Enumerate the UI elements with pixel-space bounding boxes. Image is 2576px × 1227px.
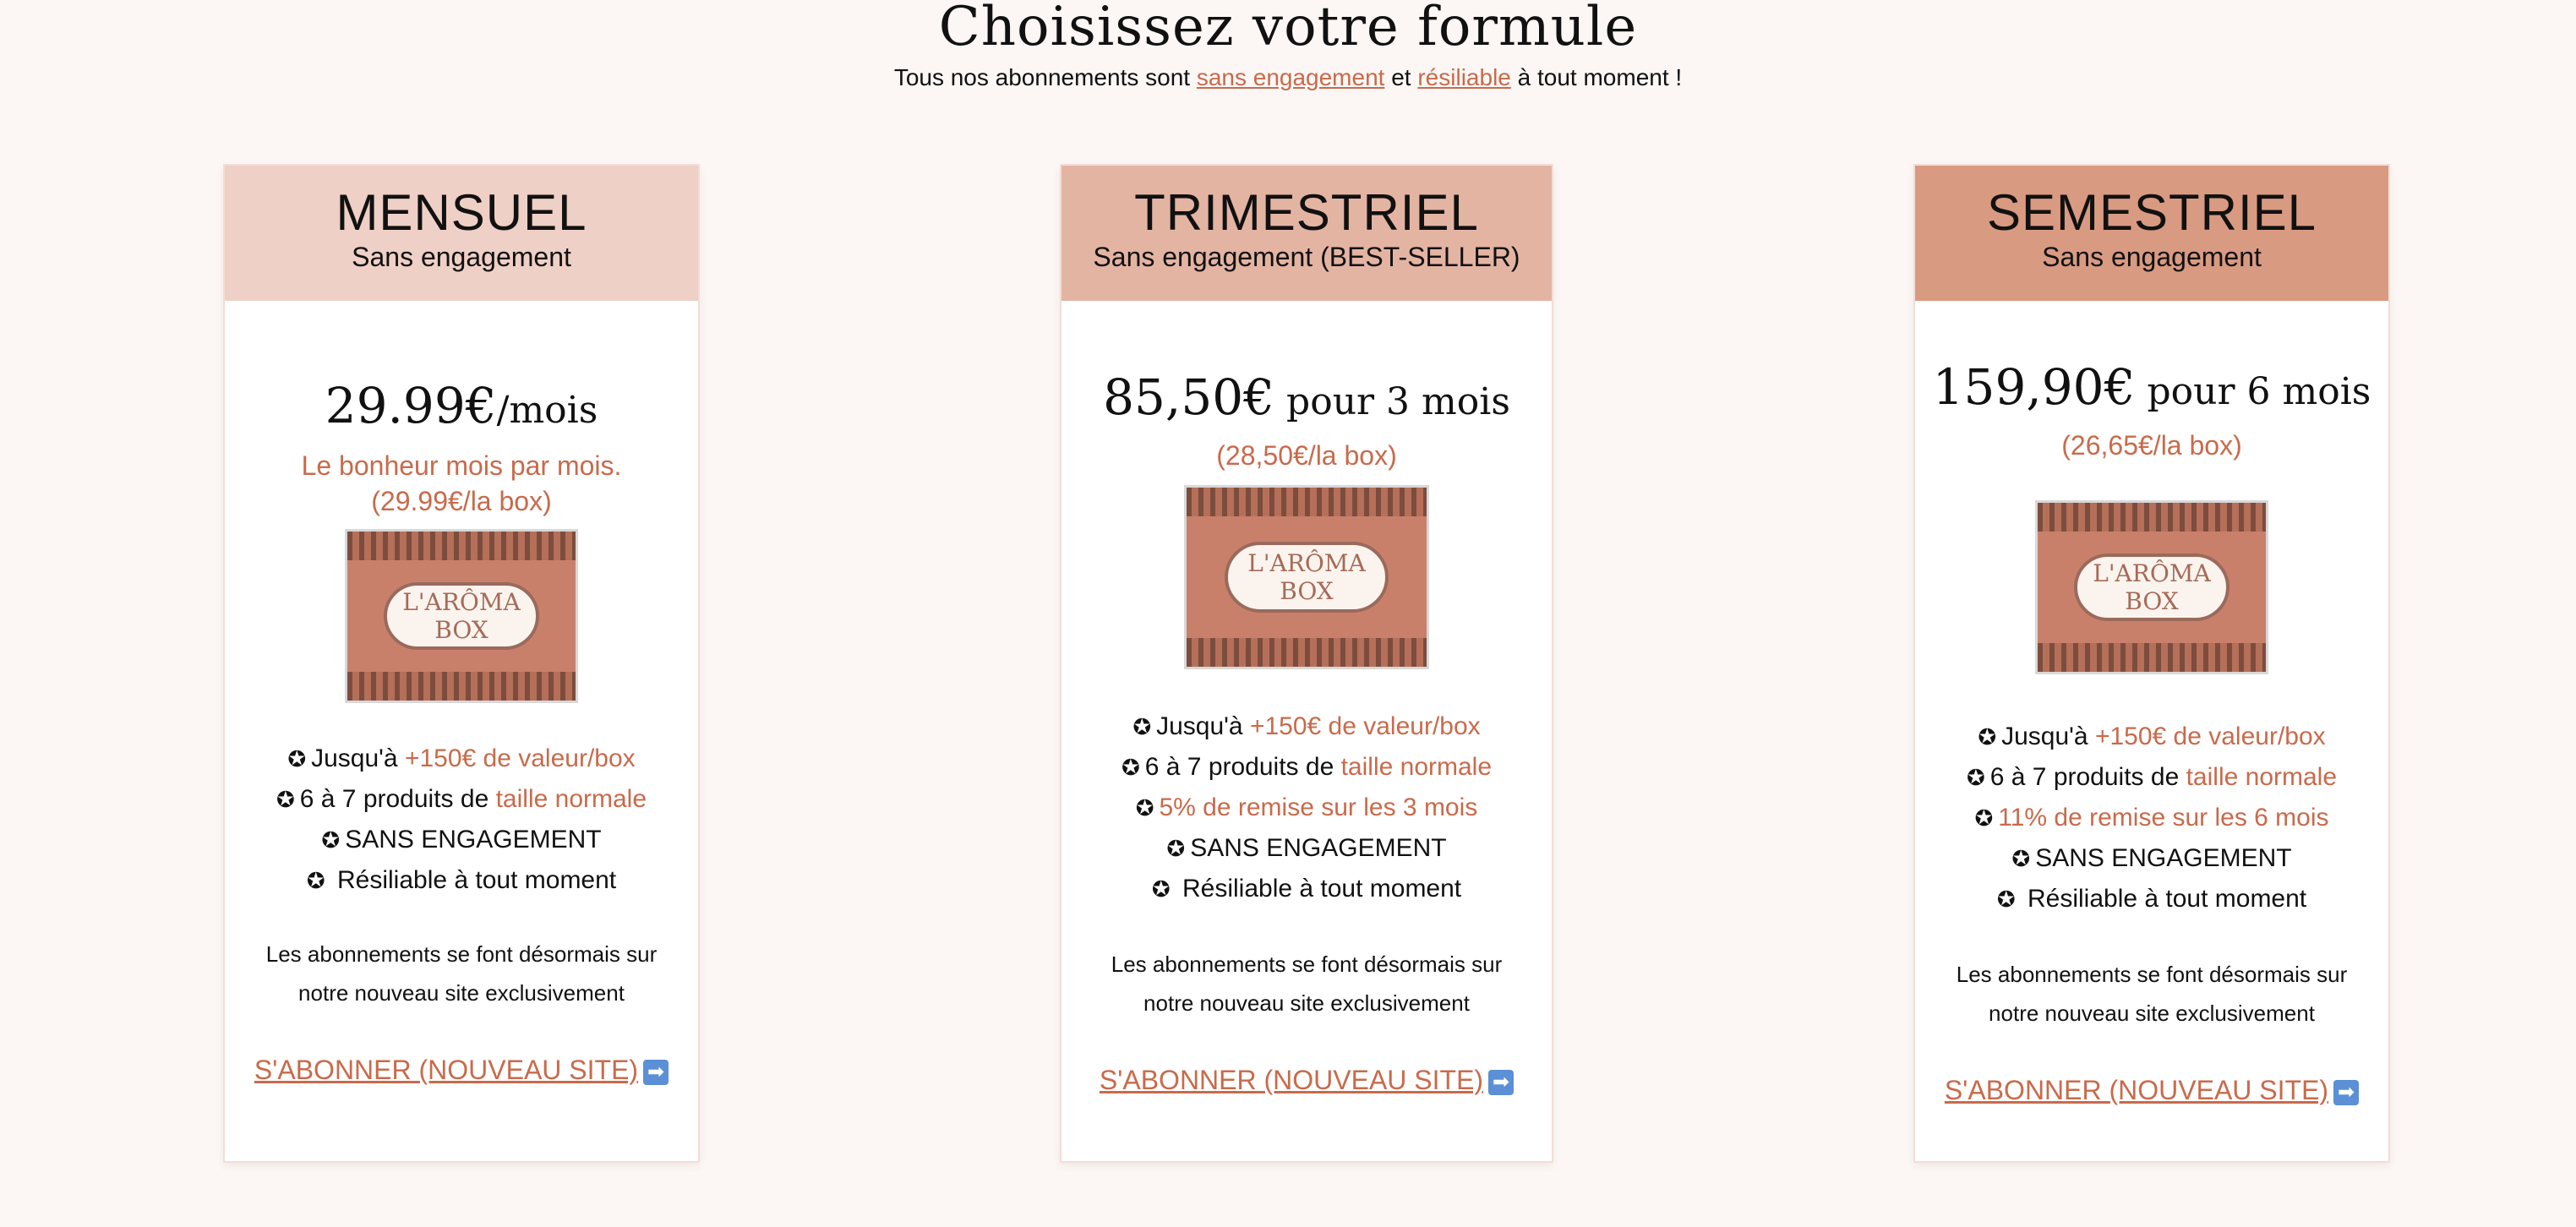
box-image-wrapper <box>1915 500 2388 674</box>
feature-text: Résiliable à tout moment <box>2020 885 2307 913</box>
feature-item <box>1062 788 1552 828</box>
star-badge-icon: ✪ <box>1966 765 1985 790</box>
subscribe-label: S'ABONNER (NOUVEAU SITE) <box>1099 1065 1484 1095</box>
plan-header <box>225 166 698 301</box>
cta-wrapper <box>1915 1075 2388 1106</box>
feature-text: SANS ENGAGEMENT <box>2035 844 2292 872</box>
box-floral-border-top <box>1187 488 1427 516</box>
new-site-notice <box>1915 955 2388 1033</box>
star-badge-icon: ✪ <box>1151 876 1171 902</box>
plan-subtitle: Sans engagement <box>2042 242 2262 272</box>
feature-highlight: +150€ de valeur/box <box>1249 712 1481 740</box>
feature-text: Jusqu'à <box>2001 723 2095 750</box>
plan-card-semestriel <box>1913 164 2390 1163</box>
box-logo-label: L'ARÔMA BOX <box>2074 554 2229 621</box>
plan-features <box>1915 717 2388 919</box>
feature-text: Résiliable à tout moment <box>1175 875 1462 903</box>
feature-item <box>225 779 698 820</box>
subscribe-label: S'ABONNER (NOUVEAU SITE) <box>254 1055 639 1085</box>
box-floral-border-bottom <box>347 672 576 701</box>
arrow-right-icon: ➡ <box>2333 1080 2359 1105</box>
plan-tagline <box>1062 438 1552 473</box>
feature-highlight: 5% de remise sur les 3 mois <box>1159 793 1478 821</box>
box-floral-border-top <box>2038 503 2266 532</box>
feature-text: SANS ENGAGEMENT <box>1190 834 1447 862</box>
box-image-wrapper <box>1062 485 1552 669</box>
sans-engagement-link[interactable]: sans engagement <box>1196 64 1385 90</box>
plan-features <box>1062 706 1552 909</box>
feature-text: Jusqu'à <box>311 744 405 772</box>
subscribe-label: S'ABONNER (NOUVEAU SITE) <box>1944 1075 2329 1105</box>
star-badge-icon: ✪ <box>276 787 295 812</box>
subscribe-button[interactable] <box>254 1055 669 1086</box>
aroma-box-image <box>345 529 578 703</box>
tagline-line-2: (29.99€/la box) <box>371 486 552 516</box>
star-badge-icon: ✪ <box>1974 805 1994 831</box>
plan-price <box>225 377 698 434</box>
feature-item <box>1915 798 2388 838</box>
arrow-right-icon: ➡ <box>1488 1070 1514 1095</box>
feature-item <box>1915 879 2388 919</box>
notice-line-2: notre nouveau site exclusivement <box>1989 1001 2315 1026</box>
aroma-box-image <box>2035 500 2268 674</box>
plan-price <box>1915 358 2388 416</box>
feature-text: Jusqu'à <box>1156 712 1250 740</box>
price-amount: 29.99€ <box>325 377 497 434</box>
star-badge-icon: ✪ <box>306 868 325 893</box>
feature-item <box>1915 717 2388 757</box>
star-badge-icon: ✪ <box>287 746 307 772</box>
plan-card-mensuel <box>223 164 700 1163</box>
feature-item <box>225 860 698 901</box>
star-badge-icon: ✪ <box>1132 714 1152 739</box>
pricing-heading <box>0 0 2576 91</box>
feature-highlight: taille normale <box>2186 763 2338 791</box>
plan-name: SEMESTRIEL <box>1986 184 2317 241</box>
cta-wrapper <box>1062 1065 1552 1096</box>
plan-tagline <box>225 448 698 519</box>
feature-item <box>1062 747 1552 788</box>
tagline-line-1: (26,65€/la box) <box>2061 430 2242 461</box>
plan-name: TRIMESTRIEL <box>1134 184 1479 241</box>
plan-card-trimestriel <box>1060 164 1553 1163</box>
price-period: pour 6 mois <box>2135 370 2371 413</box>
feature-highlight: 11% de remise sur les 6 mois <box>1998 804 2329 832</box>
star-badge-icon: ✪ <box>321 827 341 853</box>
notice-line-1: Les abonnements se font désormais sur <box>1111 952 1503 977</box>
plan-subtitle: Sans engagement (BEST-SELLER) <box>1093 242 1520 272</box>
star-badge-icon: ✪ <box>1121 755 1140 780</box>
box-image-wrapper <box>225 529 698 703</box>
plan-name: MENSUEL <box>336 184 587 241</box>
price-amount: 85,50€ <box>1103 368 1275 426</box>
feature-item <box>1915 757 2388 798</box>
star-badge-icon: ✪ <box>1166 836 1186 861</box>
feature-highlight: +150€ de valeur/box <box>404 744 636 772</box>
feature-highlight: +150€ de valeur/box <box>2094 723 2326 750</box>
box-logo-label: L'ARÔMA BOX <box>1225 542 1388 614</box>
new-site-notice <box>1062 945 1552 1022</box>
feature-highlight: taille normale <box>495 785 647 813</box>
subscribe-button[interactable] <box>1945 1075 2359 1106</box>
price-period: pour 3 mois <box>1274 380 1510 423</box>
subtitle-text-middle: et <box>1384 64 1418 90</box>
feature-item <box>1062 869 1552 909</box>
plan-features <box>225 739 698 901</box>
notice-line-2: notre nouveau site exclusivement <box>298 980 625 1006</box>
feature-highlight: taille normale <box>1340 753 1493 781</box>
feature-text: SANS ENGAGEMENT <box>345 826 602 853</box>
star-badge-icon: ✪ <box>2011 846 2031 871</box>
feature-text: 6 à 7 produits de <box>299 785 496 813</box>
box-logo-label: L'ARÔMA BOX <box>384 582 539 650</box>
box-floral-border-top <box>347 532 576 560</box>
plan-price <box>1062 368 1552 426</box>
tagline-line-1: (28,50€/la box) <box>1216 440 1397 471</box>
new-site-notice <box>225 935 698 1012</box>
feature-text: Résiliable à tout moment <box>330 866 617 894</box>
star-badge-icon: ✪ <box>1135 795 1154 821</box>
box-floral-border-bottom <box>2038 643 2266 672</box>
arrow-right-icon: ➡ <box>643 1060 669 1085</box>
plan-subtitle: Sans engagement <box>352 242 571 272</box>
aroma-box-image <box>1184 485 1429 669</box>
feature-item <box>1062 706 1552 747</box>
cta-wrapper <box>225 1055 698 1086</box>
page-subtitle <box>0 64 2576 91</box>
star-badge-icon: ✪ <box>1978 724 1997 750</box>
subscribe-button[interactable] <box>1100 1065 1514 1096</box>
price-period: /mois <box>496 389 598 432</box>
page-title: Choisissez votre formule <box>938 0 1638 58</box>
plan-header <box>1915 166 2388 301</box>
feature-item <box>1915 838 2388 879</box>
resiliable-link[interactable]: résiliable <box>1417 64 1511 90</box>
plan-tagline <box>1915 428 2388 463</box>
subtitle-text-start: Tous nos abonnements sont <box>893 64 1197 90</box>
feature-text: 6 à 7 produits de <box>1989 763 2186 791</box>
notice-line-1: Les abonnements se font désormais sur <box>1956 962 2348 987</box>
plan-header <box>1062 166 1552 301</box>
star-badge-icon: ✪ <box>1996 886 2016 912</box>
feature-item <box>1062 828 1552 869</box>
price-amount: 159,90€ <box>1932 358 2136 416</box>
subtitle-text-end: à tout moment ! <box>1510 64 1683 90</box>
feature-item <box>225 820 698 860</box>
notice-line-1: Les abonnements se font désormais sur <box>265 941 658 967</box>
tagline-line-1: Le bonheur mois par mois. <box>301 450 622 481</box>
box-floral-border-bottom <box>1187 638 1427 667</box>
feature-text: 6 à 7 produits de <box>1144 753 1341 781</box>
notice-line-2: notre nouveau site exclusivement <box>1143 990 1470 1016</box>
feature-item <box>225 739 698 779</box>
